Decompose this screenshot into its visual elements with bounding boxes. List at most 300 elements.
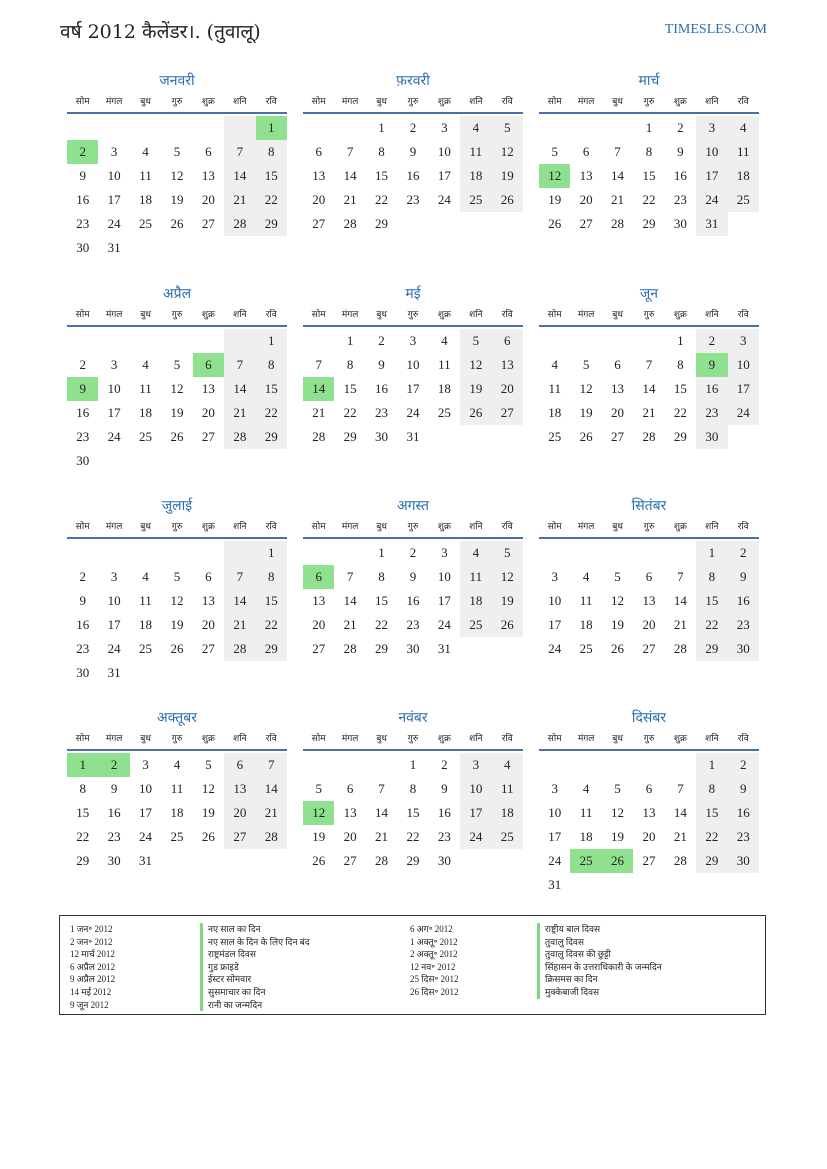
- day-cell: 13: [224, 777, 255, 801]
- day-cell: 11: [139, 168, 152, 183]
- empty-cell: [570, 329, 601, 353]
- empty-cell: [633, 753, 664, 777]
- day-cell: 16: [107, 805, 121, 820]
- day-cell: 22: [256, 188, 287, 212]
- day-cell: 21: [224, 401, 255, 425]
- day-cell: 23: [437, 829, 451, 844]
- day-cell: 3: [441, 545, 448, 560]
- day-cell: 6: [645, 569, 653, 584]
- empty-cell: [161, 541, 192, 565]
- empty-cell: [303, 541, 334, 565]
- empty-cell: [303, 753, 334, 777]
- day-cell: 2: [79, 357, 86, 372]
- day-cell: 19: [492, 164, 523, 188]
- day-cell: 6: [492, 329, 523, 353]
- day-cell: 20: [201, 192, 215, 207]
- weekday-label: मंगल: [341, 522, 359, 532]
- day-cell: 5: [315, 781, 322, 796]
- day-cell: 18: [728, 164, 759, 188]
- day-cell: 13: [642, 805, 656, 820]
- legend-holiday-name: क्रिसमस का दिन: [537, 973, 662, 986]
- day-cell: 22: [76, 829, 90, 844]
- day-cell: 12: [579, 381, 593, 396]
- day-cell: 23: [76, 429, 90, 444]
- weekday-label: मंगल: [341, 97, 359, 107]
- day-cell: 20: [224, 801, 255, 825]
- day-cell: 12: [170, 593, 184, 608]
- empty-cell: [303, 116, 334, 140]
- weekday-label: शुक्र: [437, 734, 451, 744]
- month-block: [303, 495, 523, 661]
- day-cell: 31: [548, 877, 562, 892]
- empty-cell: [67, 329, 98, 353]
- day-cell: 20: [201, 405, 215, 420]
- day-cell: 5: [173, 569, 181, 584]
- day-cell: 22: [673, 405, 687, 420]
- weekday-label: शनि: [469, 310, 483, 320]
- empty-cell: [665, 753, 696, 777]
- day-cell: 10: [139, 781, 153, 796]
- day-cell: 26: [579, 429, 593, 444]
- day-cell: 16: [728, 801, 759, 825]
- day-cell: 1: [677, 333, 684, 348]
- day-cell: 14: [343, 168, 357, 183]
- day-cell: 24: [139, 829, 153, 844]
- weekday-label: शनि: [705, 522, 719, 532]
- day-cell: 14: [673, 593, 687, 608]
- day-cell: 20: [492, 377, 523, 401]
- day-cell: 8: [256, 140, 287, 164]
- weekday-label: शुक्र: [437, 522, 451, 532]
- legend-date: 12 मार्च 2012: [70, 949, 115, 960]
- weekday-label: शनि: [705, 310, 719, 320]
- day-cell: 2: [409, 120, 417, 135]
- day-cell: 13: [492, 353, 523, 377]
- day-cell: 23: [76, 641, 90, 656]
- weekday-label: बुध: [612, 522, 623, 532]
- weekday-label: गुरु: [643, 310, 655, 320]
- weekday-label: बुध: [376, 522, 387, 532]
- day-cell: 29: [76, 853, 90, 868]
- day-cell: 9: [728, 777, 759, 801]
- legend-date: 26 दिस॰ 2012: [410, 986, 459, 997]
- day-cell: 20: [611, 405, 625, 420]
- day-cell: 29: [673, 429, 687, 444]
- day-cell: 11: [579, 805, 593, 820]
- day-cell: 29: [375, 216, 389, 231]
- day-cell: 31: [406, 429, 420, 444]
- day-cell: 3: [728, 329, 759, 353]
- day-cell: 9: [677, 144, 684, 159]
- day-cell: 3: [110, 569, 118, 584]
- day-cell: 5: [614, 781, 621, 796]
- day-cell: 30: [107, 853, 121, 868]
- weekday-label: शनि: [233, 97, 247, 107]
- day-cell: 16: [76, 192, 90, 207]
- day-cell: 11: [728, 140, 759, 164]
- month-name: सितंबर: [631, 498, 667, 514]
- weekday-label: शनि: [705, 734, 719, 744]
- day-cell: 16: [375, 381, 389, 396]
- day-cell: 3: [696, 116, 727, 140]
- month-block: [539, 70, 759, 236]
- empty-cell: [98, 541, 129, 565]
- day-cell: 9: [409, 569, 417, 584]
- day-cell: 11: [139, 381, 152, 396]
- day-cell: 19: [579, 405, 593, 420]
- day-cell: 21: [256, 801, 287, 825]
- month-block: [303, 70, 523, 236]
- day-cell: 30: [437, 853, 451, 868]
- month-block: [67, 495, 287, 685]
- day-cell: 19: [611, 829, 625, 844]
- empty-cell: [539, 541, 570, 565]
- weekday-label: मंगल: [577, 310, 595, 320]
- day-cell: 24: [728, 401, 759, 425]
- legend-date: 9 जून 2012: [70, 999, 109, 1010]
- day-cell: 16: [437, 805, 451, 820]
- day-cell: 31: [437, 641, 451, 656]
- empty-cell: [633, 329, 664, 353]
- day-cell: 7: [677, 781, 684, 796]
- page-title: वर्ष 2012 कैलेंडर।. (तुवालू): [60, 21, 261, 43]
- legend-holiday-name: राष्ट्रमंडल दिवस: [200, 948, 310, 961]
- day-cell: 22: [343, 405, 357, 420]
- holiday-day-cell: 12: [303, 801, 334, 825]
- day-cell: 3: [551, 781, 558, 796]
- weekday-label: सोम: [75, 734, 90, 744]
- legend-date: 2 जन॰ 2012: [70, 936, 113, 947]
- month-name: फ़रवरी: [396, 73, 430, 89]
- day-cell: 29: [696, 849, 727, 873]
- day-cell: 25: [139, 641, 153, 656]
- weekday-header: [303, 729, 523, 751]
- day-cell: 10: [728, 353, 759, 377]
- day-cell: 24: [437, 192, 451, 207]
- weekday-label: शुक्र: [673, 310, 687, 320]
- day-cell: 27: [201, 216, 215, 231]
- days-grid: [67, 753, 287, 873]
- day-cell: 14: [611, 168, 625, 183]
- legend-date: 25 दिस॰ 2012: [410, 974, 459, 985]
- holiday-day-cell: 1: [67, 753, 98, 777]
- day-cell: 16: [696, 377, 727, 401]
- day-cell: 4: [551, 357, 558, 372]
- month-block: [67, 283, 287, 473]
- day-cell: 14: [343, 593, 357, 608]
- day-cell: 12: [460, 353, 491, 377]
- month-name: जुलाई: [161, 498, 193, 514]
- legend-holiday-name: राष्ट्रीय बाल दिवस: [537, 923, 662, 936]
- day-cell: 27: [343, 853, 357, 868]
- day-cell: 22: [696, 613, 727, 637]
- empty-cell: [193, 116, 224, 140]
- day-cell: 14: [224, 164, 255, 188]
- day-cell: 23: [696, 401, 727, 425]
- day-cell: 7: [614, 144, 621, 159]
- day-cell: 8: [79, 781, 86, 796]
- day-cell: 19: [201, 805, 215, 820]
- day-cell: 29: [696, 637, 727, 661]
- weekday-label: गुरु: [407, 522, 419, 532]
- day-cell: 8: [256, 565, 287, 589]
- day-cell: 9: [409, 144, 417, 159]
- day-cell: 21: [312, 405, 326, 420]
- weekday-label: रवि: [265, 734, 277, 744]
- weekday-label: बुध: [612, 734, 623, 744]
- day-cell: 17: [548, 829, 562, 844]
- legend-date: 1 अक्तू॰ 2012: [410, 936, 458, 947]
- empty-cell: [303, 329, 334, 353]
- day-cell: 10: [548, 593, 562, 608]
- day-cell: 27: [201, 429, 215, 444]
- days-grid: [539, 541, 759, 661]
- legend-date: 9 अप्रैल 2012: [70, 974, 116, 985]
- day-cell: 15: [696, 801, 727, 825]
- day-cell: 18: [460, 589, 491, 613]
- day-cell: 15: [642, 168, 656, 183]
- day-cell: 18: [579, 617, 593, 632]
- day-cell: 3: [441, 120, 448, 135]
- day-cell: 18: [139, 405, 153, 420]
- day-cell: 4: [142, 144, 149, 159]
- month-name: अक्तूबर: [157, 710, 197, 726]
- holiday-day-cell: 6: [303, 565, 334, 589]
- day-cell: 21: [224, 188, 255, 212]
- day-cell: 29: [642, 216, 656, 231]
- day-cell: 13: [201, 381, 215, 396]
- day-cell: 25: [437, 405, 451, 420]
- day-cell: 18: [139, 617, 153, 632]
- day-cell: 18: [460, 164, 491, 188]
- weekday-label: शनि: [233, 310, 247, 320]
- weekday-header: [539, 517, 759, 539]
- day-cell: 6: [645, 781, 653, 796]
- weekday-label: सोम: [311, 310, 326, 320]
- empty-cell: [366, 753, 397, 777]
- day-cell: 1: [378, 120, 385, 135]
- days-grid: [303, 541, 523, 661]
- holiday-day-cell: 9: [67, 377, 98, 401]
- day-cell: 3: [110, 144, 118, 159]
- day-cell: 29: [256, 637, 287, 661]
- legend-left-names: [200, 923, 310, 1011]
- day-cell: 22: [642, 192, 656, 207]
- weekday-header: [67, 92, 287, 114]
- weekday-label: रवि: [265, 522, 277, 532]
- empty-cell: [539, 329, 570, 353]
- empty-cell: [602, 329, 633, 353]
- day-cell: 24: [460, 825, 491, 849]
- day-cell: 8: [256, 353, 287, 377]
- weekday-header: [67, 517, 287, 539]
- day-cell: 3: [551, 569, 558, 584]
- site-link[interactable]: TIMESLES.COM: [664, 22, 767, 37]
- day-cell: 1: [346, 333, 354, 348]
- empty-cell: [67, 116, 98, 140]
- month-block: [539, 495, 759, 661]
- empty-cell: [334, 116, 365, 140]
- day-cell: 13: [611, 381, 625, 396]
- legend-holiday-name: तुवालु दिवस की छुट्टी: [537, 948, 662, 961]
- day-cell: 31: [107, 240, 121, 255]
- weekday-label: बुध: [140, 522, 151, 532]
- day-cell: 26: [460, 401, 491, 425]
- day-cell: 26: [611, 641, 625, 656]
- day-cell: 8: [378, 569, 385, 584]
- day-cell: 25: [728, 188, 759, 212]
- empty-cell: [98, 329, 129, 353]
- weekday-label: बुध: [140, 97, 151, 107]
- day-cell: 28: [224, 425, 255, 449]
- day-cell: 24: [107, 216, 121, 231]
- day-cell: 4: [142, 357, 149, 372]
- day-cell: 28: [256, 825, 287, 849]
- day-cell: 6: [205, 144, 212, 159]
- weekday-label: सोम: [311, 522, 326, 532]
- day-cell: 12: [492, 140, 523, 164]
- weekday-label: गुरु: [171, 522, 183, 532]
- day-cell: 15: [375, 168, 389, 183]
- day-cell: 11: [548, 381, 561, 396]
- weekday-label: रवि: [501, 734, 513, 744]
- day-cell: 21: [611, 192, 625, 207]
- day-cell: 19: [460, 377, 491, 401]
- day-cell: 16: [76, 617, 90, 632]
- day-cell: 13: [579, 168, 593, 183]
- empty-cell: [633, 541, 664, 565]
- day-cell: 29: [256, 212, 287, 236]
- day-cell: 1: [409, 757, 417, 772]
- day-cell: 21: [224, 613, 255, 637]
- day-cell: 19: [170, 617, 184, 632]
- weekday-label: गुरु: [171, 734, 183, 744]
- day-cell: 23: [728, 613, 759, 637]
- day-cell: 17: [437, 593, 451, 608]
- weekday-label: शुक्र: [673, 734, 687, 744]
- day-cell: 19: [170, 405, 184, 420]
- legend-date: 1 जन॰ 2012: [70, 924, 113, 934]
- days-grid: [303, 753, 523, 873]
- day-cell: 17: [460, 801, 491, 825]
- day-cell: 31: [696, 212, 727, 236]
- empty-cell: [98, 116, 129, 140]
- day-cell: 13: [201, 593, 215, 608]
- day-cell: 8: [346, 357, 354, 372]
- day-cell: 18: [437, 381, 451, 396]
- weekday-label: शनि: [233, 522, 247, 532]
- legend-holiday-name: नए साल के दिन के लिए दिन बंद: [200, 936, 310, 949]
- day-cell: 13: [312, 168, 326, 183]
- day-cell: 11: [139, 593, 152, 608]
- days-grid: [539, 329, 759, 449]
- day-cell: 19: [611, 617, 625, 632]
- day-cell: 30: [696, 425, 727, 449]
- day-cell: 28: [611, 216, 625, 231]
- weekday-label: शनि: [469, 97, 483, 107]
- day-cell: 28: [642, 429, 656, 444]
- weekday-header: [539, 305, 759, 327]
- empty-cell: [224, 541, 255, 565]
- day-cell: 21: [375, 829, 389, 844]
- weekday-header: [303, 305, 523, 327]
- weekday-label: रवि: [737, 522, 749, 532]
- day-cell: 3: [460, 753, 491, 777]
- weekday-label: शुक्र: [201, 522, 215, 532]
- weekday-label: शनि: [469, 522, 483, 532]
- day-cell: 2: [728, 753, 759, 777]
- day-cell: 20: [642, 617, 656, 632]
- day-cell: 22: [256, 613, 287, 637]
- legend-date: 14 मई 2012: [70, 986, 112, 997]
- weekday-label: रवि: [265, 310, 277, 320]
- day-cell: 25: [460, 188, 491, 212]
- day-cell: 26: [492, 613, 523, 637]
- day-cell: 25: [548, 429, 562, 444]
- day-cell: 25: [579, 641, 593, 656]
- day-cell: 9: [79, 168, 86, 183]
- day-cell: 5: [492, 541, 523, 565]
- weekday-label: सोम: [547, 97, 562, 107]
- weekday-label: शुक्र: [201, 734, 215, 744]
- empty-cell: [570, 116, 601, 140]
- day-cell: 6: [614, 357, 621, 372]
- weekday-label: सोम: [547, 522, 562, 532]
- day-cell: 17: [728, 377, 759, 401]
- day-cell: 24: [107, 429, 121, 444]
- day-cell: 12: [170, 168, 184, 183]
- weekday-label: बुध: [376, 734, 387, 744]
- day-cell: 14: [224, 589, 255, 613]
- weekday-label: बुध: [612, 310, 623, 320]
- day-cell: 2: [441, 757, 448, 772]
- empty-cell: [130, 329, 161, 353]
- weekday-label: बुध: [376, 97, 387, 107]
- day-cell: 8: [677, 357, 684, 372]
- holiday-day-cell: 25: [570, 849, 601, 873]
- holiday-day-cell: 26: [602, 849, 633, 873]
- weekday-label: मंगल: [577, 734, 595, 744]
- day-cell: 7: [645, 357, 653, 372]
- holiday-day-cell: 2: [98, 753, 129, 777]
- day-cell: 15: [673, 381, 687, 396]
- day-cell: 7: [256, 753, 287, 777]
- day-cell: 21: [673, 829, 687, 844]
- month-block: [539, 283, 759, 449]
- weekday-label: शुक्र: [673, 522, 687, 532]
- weekday-label: मंगल: [105, 734, 123, 744]
- day-cell: 5: [173, 357, 181, 372]
- day-cell: 30: [406, 641, 420, 656]
- weekday-label: शुक्र: [437, 310, 451, 320]
- day-cell: 6: [205, 569, 212, 584]
- day-cell: 26: [492, 188, 523, 212]
- weekday-label: गुरु: [643, 522, 655, 532]
- holiday-day-cell: 1: [256, 116, 287, 140]
- day-cell: 18: [579, 829, 593, 844]
- day-cell: 17: [107, 617, 121, 632]
- day-cell: 18: [170, 805, 184, 820]
- day-cell: 10: [460, 777, 491, 801]
- legend-holiday-name: सिंहासन के उत्तराधिकारी के जन्मदिन: [537, 961, 662, 974]
- legend-date: 6 अप्रैल 2012: [70, 961, 116, 972]
- day-cell: 21: [673, 617, 687, 632]
- weekday-label: शुक्र: [437, 97, 451, 107]
- day-cell: 8: [696, 565, 727, 589]
- day-cell: 20: [579, 192, 593, 207]
- day-cell: 10: [107, 593, 121, 608]
- legend-date: 2 अक्तू॰ 2012: [410, 949, 458, 960]
